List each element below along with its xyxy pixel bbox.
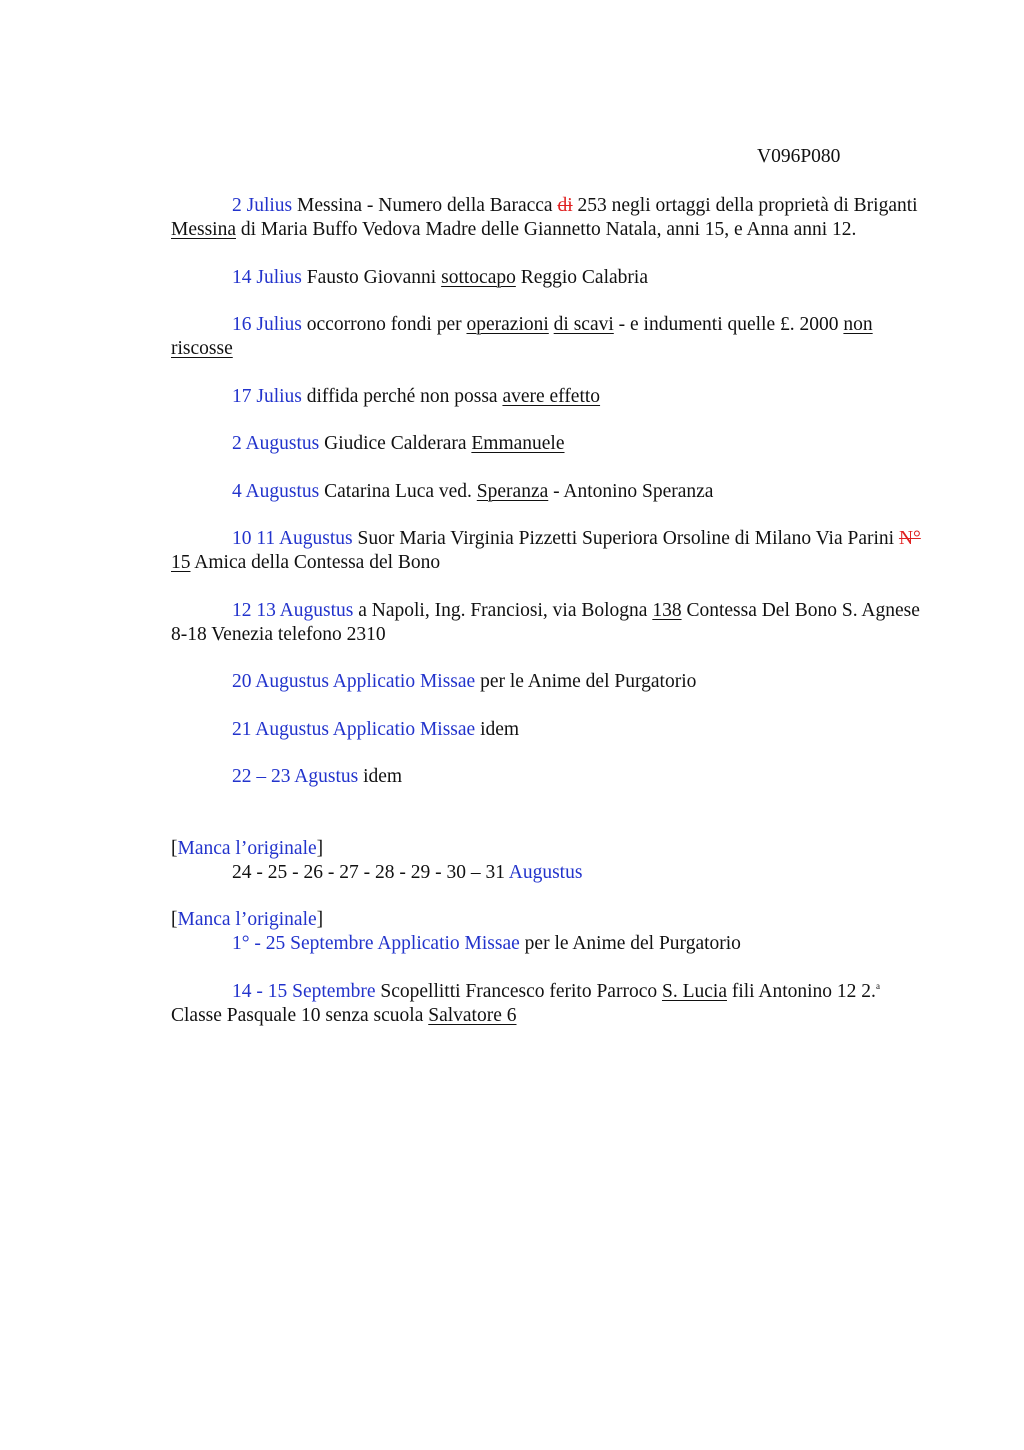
entry-date: 21 Augustus Applicatio Missae bbox=[232, 718, 476, 740]
entry-4-augustus: 4 Augustus Catarina Luca ved. Speranza - Antonino Speranza bbox=[232, 480, 714, 502]
underlined-text: Emmanuele bbox=[471, 433, 565, 454]
missing-original-note: [Manca l’originale] bbox=[171, 837, 324, 859]
entry-14-15-septembre: 14 - 15 Septembre Scopellitti Francesco ferito Parroco S. Lucia fili Antonino 12 2.$^a$ Classe Pasquale 10 senza scuola Salvatore 6 bbox=[171, 980, 880, 1026]
spacer bbox=[171, 813, 931, 837]
entry-date: 14 Julius bbox=[232, 266, 302, 288]
entry-14-julius: 14 Julius Fausto Giovanni sottocapo Reggio Calabria bbox=[232, 266, 648, 288]
underlined-text: 15 bbox=[171, 552, 191, 573]
underlined-text: non riscosse bbox=[171, 314, 873, 359]
underlined-text: sottocapo bbox=[441, 266, 516, 288]
underlined-text: di scavi bbox=[553, 314, 614, 335]
underlined-text: Speranza bbox=[476, 480, 549, 502]
entry-16-julius: 16 Julius occorrono fondi per operazioni di scavi - e indumenti quelle £. 2000 non riscosse bbox=[171, 314, 873, 359]
missing-original-note: [Manca l’originale] bbox=[171, 909, 324, 930]
entry-20-augustus: 20 Augustus Applicatio Missae per le Anime del Purgatorio bbox=[232, 671, 697, 692]
entry-date: 2 Julius bbox=[232, 195, 293, 216]
entry-10-11-augustus: 10 11 Augustus Suor Maria Virginia Pizzetti Superiora Orsoline di Milano Via Parini N° 15 Amica della Contessa del Bono bbox=[171, 528, 921, 573]
entry-date: 20 Augustus Applicatio Missae bbox=[232, 671, 476, 692]
deleted-text: N° bbox=[898, 528, 921, 549]
superscript: a bbox=[875, 980, 880, 991]
entry-date: 12 13 Augustus bbox=[232, 599, 354, 621]
entry-date: 10 11 Augustus bbox=[232, 528, 353, 549]
missing-original-block-august bbox=[171, 837, 931, 885]
entry-date: 14 - 15 Septembre bbox=[232, 980, 376, 1002]
entry-date: 16 Julius bbox=[232, 314, 302, 335]
entry-date: 4 Augustus bbox=[232, 480, 320, 502]
deleted-text: di bbox=[557, 195, 573, 216]
underlined-text: S. Lucia bbox=[661, 980, 727, 1002]
underlined-text: operazioni bbox=[466, 314, 549, 335]
underlined-text: avere effetto bbox=[502, 385, 601, 407]
entry-date: 17 Julius bbox=[232, 385, 302, 407]
missing-days-line: 24 - 25 - 26 - 27 - 28 - 29 - 30 – 31 Augustus bbox=[232, 861, 583, 883]
entry-22-23-agustus: 22 – 23 Agustus idem bbox=[232, 766, 403, 787]
entry-2-augustus: 2 Augustus Giudice Calderara Emmanuele bbox=[232, 433, 565, 454]
entry-date: 22 – 23 Agustus bbox=[232, 766, 359, 787]
entry-2-julius: 2 Julius Messina - Numero della Baracca di 253 negli ortaggi della proprietà di Briganti Messina di Maria Buffo Vedova Madre delle Giannetto Natala, anni 15, e Anna anni 12. bbox=[171, 195, 918, 240]
underlined-text: Salvatore 6 bbox=[428, 1004, 517, 1026]
entry-date: 1° - 25 Septembre Applicatio Missae bbox=[232, 933, 520, 954]
missing-original-block-september bbox=[171, 908, 931, 956]
entry-date: 2 Augustus bbox=[232, 433, 320, 454]
missing-days-line: 1° - 25 Septembre Applicatio Missae per le Anime del Purgatorio bbox=[232, 933, 741, 954]
underlined-text: Messina bbox=[171, 219, 236, 240]
entry-12-13-augustus: 12 13 Augustus a Napoli, Ing. Franciosi, via Bologna 138 Contessa Del Bono S. Agnese 8-18 Venezia telefono 2310 bbox=[171, 599, 920, 645]
page-id: V096P080 bbox=[757, 146, 841, 167]
diary-content bbox=[171, 194, 931, 1051]
entry-date: Augustus bbox=[508, 861, 583, 883]
entry-17-julius: 17 Julius diffida perché non possa avere effetto bbox=[232, 385, 601, 407]
underlined-text: 138 bbox=[652, 599, 682, 621]
entry-21-augustus: 21 Augustus Applicatio Missae idem bbox=[232, 718, 520, 740]
